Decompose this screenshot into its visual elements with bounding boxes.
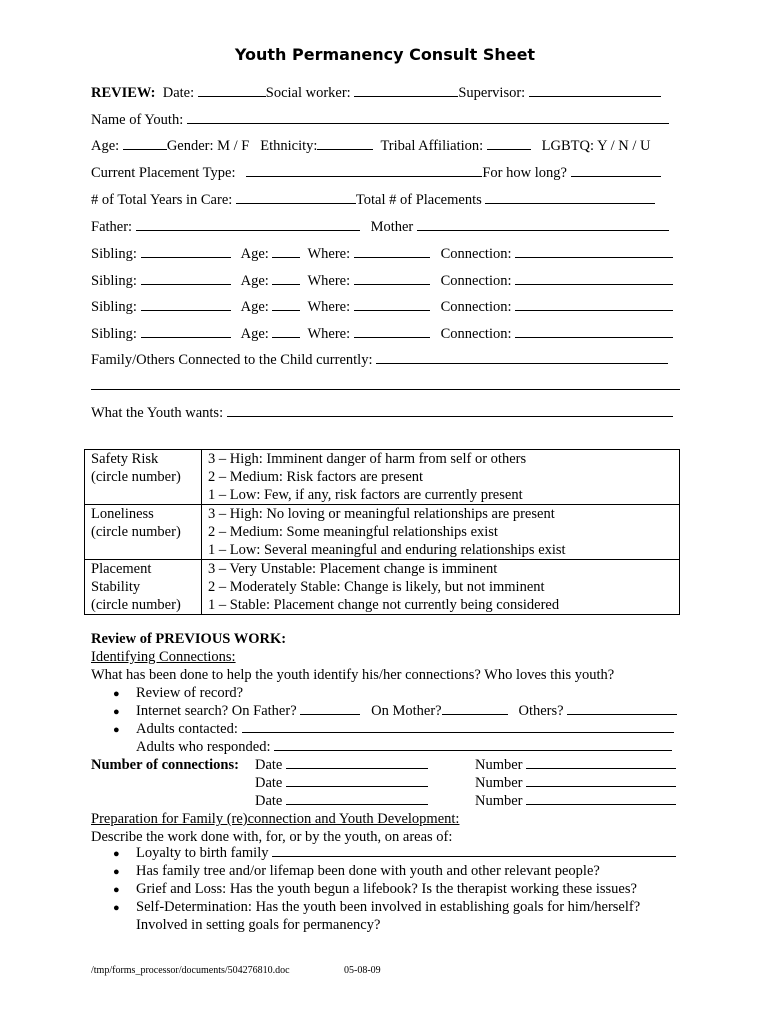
- sibling-age-field[interactable]: [272, 273, 300, 285]
- others-label: Others?: [518, 703, 564, 719]
- bullet-icon: ●: [113, 866, 120, 878]
- connection-date-row: [255, 775, 428, 792]
- connection-date-field[interactable]: [286, 757, 428, 769]
- sibling-label: Sibling:: [91, 273, 137, 289]
- family-connected-continuation: [91, 378, 680, 395]
- risk-level-option[interactable]: 3 – Very Unstable: Placement change is imminent: [208, 561, 498, 577]
- youth-wants-label: What the Youth wants:: [91, 405, 224, 421]
- risk-row-loneliness: [85, 505, 680, 560]
- sibling-name-field[interactable]: [141, 246, 231, 258]
- self-determination-item: Self-Determination: Has the youth been involved in establishing goals for him/herself?: [136, 899, 641, 915]
- tribal-field[interactable]: [487, 138, 531, 150]
- sibling-age-field[interactable]: [272, 299, 300, 311]
- preparation-describe: Describe the work done with, for, or by the youth, on areas of:: [91, 829, 453, 845]
- bullet-icon: ●: [113, 902, 120, 914]
- number-label: Number: [475, 793, 523, 809]
- bullet-icon: ●: [113, 706, 120, 718]
- date-label: Date: [255, 775, 283, 791]
- risk-label-line: Placement: [91, 561, 152, 577]
- on-mother-field[interactable]: [442, 703, 508, 715]
- sibling-age-label: Age:: [240, 246, 269, 262]
- risk-label-cell: [85, 505, 202, 560]
- adults-responded-field[interactable]: [274, 739, 672, 751]
- social-worker-label: Social worker:: [265, 85, 351, 101]
- page-title: Youth Permanency Consult Sheet: [234, 45, 536, 64]
- sibling-row: [91, 246, 673, 263]
- sibling-connection-field[interactable]: [515, 299, 673, 311]
- risk-label-line: (circle number): [91, 597, 181, 613]
- risk-label-line: Loneliness: [91, 506, 154, 522]
- sibling-where-field[interactable]: [354, 273, 430, 285]
- on-mother-label: On Mother?: [371, 703, 442, 719]
- connection-number-field[interactable]: [526, 793, 676, 805]
- number-connections-label: Number of connections:: [91, 757, 239, 773]
- sibling-age-field[interactable]: [272, 326, 300, 338]
- loyalty-field[interactable]: [272, 845, 676, 857]
- sibling-connection-field[interactable]: [515, 246, 673, 258]
- others-field[interactable]: [567, 703, 677, 715]
- sibling-row: [91, 273, 673, 290]
- connection-number-row: [475, 775, 676, 792]
- internet-search-row: [136, 703, 677, 720]
- risk-row-placement-stability: [85, 560, 680, 615]
- how-long-label: For how long?: [482, 165, 567, 181]
- sibling-where-field[interactable]: [354, 246, 430, 258]
- risk-levels-cell: [202, 560, 680, 615]
- review-row: [91, 85, 661, 102]
- family-connected-label: Family/Others Connected to the Child currently:: [91, 352, 373, 368]
- sibling-label: Sibling:: [91, 299, 137, 315]
- family-connected-row: [91, 352, 668, 369]
- supervisor-label: Supervisor:: [458, 85, 526, 101]
- previous-work-heading: Review of PREVIOUS WORK:: [91, 631, 287, 647]
- sibling-age-label: Age:: [240, 273, 269, 289]
- self-determination-item-continued: Involved in setting goals for permanency?: [136, 917, 381, 933]
- internet-search-label: Internet search? On Father?: [136, 703, 297, 719]
- risk-label-line: (circle number): [91, 524, 181, 540]
- adults-contacted-field[interactable]: [242, 721, 674, 733]
- father-field[interactable]: [136, 219, 360, 231]
- review-record-item: Review of record?: [136, 685, 244, 701]
- years-row: [91, 192, 655, 209]
- risk-label-cell: [85, 450, 202, 505]
- date-label: Date: [255, 757, 283, 773]
- ethnicity-label: Ethnicity:: [260, 138, 318, 154]
- risk-label-line: (circle number): [91, 469, 181, 485]
- total-placements-field[interactable]: [485, 192, 655, 204]
- risk-label-line: Safety Risk: [91, 451, 159, 467]
- sibling-where-field[interactable]: [354, 326, 430, 338]
- adults-responded-row: [136, 739, 672, 756]
- father-label: Father:: [91, 219, 133, 235]
- adults-responded-label: Adults who responded:: [136, 739, 271, 755]
- sibling-name-field[interactable]: [141, 273, 231, 285]
- age-field[interactable]: [123, 138, 167, 150]
- youth-wants-row: [91, 405, 673, 422]
- placement-type-field[interactable]: [246, 165, 482, 177]
- identifying-question: What has been done to help the youth identify his/her connections? Who loves this youth?: [91, 667, 615, 683]
- sibling-label: Sibling:: [91, 246, 137, 262]
- name-label: Name of Youth:: [91, 112, 184, 128]
- sibling-where-label: Where:: [307, 273, 351, 289]
- review-label: REVIEW:: [91, 85, 156, 101]
- name-field[interactable]: [187, 112, 669, 124]
- on-father-field[interactable]: [300, 703, 360, 715]
- connection-date-field[interactable]: [286, 775, 428, 787]
- risk-label-cell: [85, 560, 202, 615]
- demographics-row: [91, 138, 651, 155]
- connection-number-field[interactable]: [526, 775, 676, 787]
- ethnicity-field[interactable]: [317, 138, 373, 150]
- family-connected-field-2[interactable]: [91, 378, 680, 390]
- sibling-label: Sibling:: [91, 326, 137, 342]
- loyalty-label: Loyalty to birth family: [136, 845, 269, 861]
- bullet-icon: ●: [113, 848, 120, 860]
- social-worker-field[interactable]: [354, 85, 458, 97]
- placement-row: [91, 165, 661, 182]
- adults-contacted-label: Adults contacted:: [136, 721, 238, 737]
- mother-field[interactable]: [417, 219, 669, 231]
- family-connected-field[interactable]: [376, 352, 668, 364]
- risk-label-line: Stability: [91, 579, 141, 595]
- risk-level-option[interactable]: 1 – Stable: Placement change not currently being considered: [208, 597, 560, 613]
- risk-row-safety: [85, 450, 680, 505]
- sibling-where-field[interactable]: [354, 299, 430, 311]
- risk-level-option[interactable]: 1 – Low: Several meaningful and enduring relationships exist: [208, 542, 566, 558]
- footer-path: /tmp/forms_processor/documents/504276810.doc: [91, 965, 290, 976]
- sibling-connection-label: Connection:: [440, 326, 512, 342]
- risk-level-option[interactable]: 2 – Moderately Stable: Change is likely, but not imminent: [208, 579, 545, 595]
- total-years-label: # of Total Years in Care:: [91, 192, 233, 208]
- footer-date: 05-08-09: [344, 965, 381, 976]
- mother-label: Mother: [370, 219, 414, 235]
- sibling-where-label: Where:: [307, 326, 351, 342]
- sibling-where-label: Where:: [307, 299, 351, 315]
- loyalty-row: [136, 845, 676, 862]
- sibling-where-label: Where:: [307, 246, 351, 262]
- sibling-name-field[interactable]: [141, 299, 231, 311]
- date-label: Date: [255, 793, 283, 809]
- sibling-age-label: Age:: [240, 299, 269, 315]
- sibling-connection-label: Connection:: [440, 273, 512, 289]
- sibling-connection-label: Connection:: [440, 246, 512, 262]
- bullet-icon: ●: [113, 724, 120, 736]
- bullet-icon: ●: [113, 884, 120, 896]
- connection-date-row: [255, 793, 428, 810]
- total-placements-label: Total # of Placements: [355, 192, 482, 208]
- risk-assessment-table: [84, 449, 680, 615]
- sibling-age-label: Age:: [240, 326, 269, 342]
- sibling-age-field[interactable]: [272, 246, 300, 258]
- sibling-row: [91, 326, 673, 343]
- connection-number-row: [475, 757, 676, 774]
- risk-level-option[interactable]: 3 – High: Imminent danger of harm from self or others: [208, 451, 527, 467]
- grief-item: Grief and Loss: Has the youth begun a lifebook? Is the therapist working these issues?: [136, 881, 637, 897]
- preparation-heading: Preparation for Family (re)connection and Youth Development:: [91, 811, 460, 827]
- identifying-heading: Identifying Connections:: [91, 649, 236, 665]
- connection-date-row: [255, 757, 428, 774]
- risk-level-option[interactable]: 3 – High: No loving or meaningful relationships are present: [208, 506, 555, 522]
- tribal-label: Tribal Affiliation:: [380, 138, 484, 154]
- sibling-connection-field[interactable]: [515, 326, 673, 338]
- bullet-icon: ●: [113, 688, 120, 700]
- risk-levels-cell: [202, 450, 680, 505]
- risk-levels-cell: [202, 505, 680, 560]
- risk-level-option[interactable]: 2 – Medium: Risk factors are present: [208, 469, 424, 485]
- sibling-connection-field[interactable]: [515, 273, 673, 285]
- family-tree-item: Has family tree and/or lifemap been done with youth and other relevant people?: [136, 863, 600, 879]
- youth-wants-field[interactable]: [227, 405, 673, 417]
- how-long-field[interactable]: [571, 165, 661, 177]
- parents-row: [91, 219, 669, 236]
- number-label: Number: [475, 757, 523, 773]
- sibling-row: [91, 299, 673, 316]
- sibling-connection-label: Connection:: [440, 299, 512, 315]
- date-label: Date:: [162, 85, 195, 101]
- connection-number-row: [475, 793, 676, 810]
- risk-level-option[interactable]: 2 – Medium: Some meaningful relationships exist: [208, 524, 498, 540]
- supervisor-field[interactable]: [529, 85, 661, 97]
- connection-date-field[interactable]: [286, 793, 428, 805]
- placement-type-label: Current Placement Type:: [91, 165, 236, 181]
- risk-level-option[interactable]: 1 – Low: Few, if any, risk factors are currently present: [208, 487, 523, 503]
- name-row: [91, 112, 669, 129]
- lgbtq-label: LGBTQ: Y / N / U: [541, 138, 651, 154]
- adults-contacted-row: [136, 721, 674, 738]
- number-label: Number: [475, 775, 523, 791]
- total-years-field[interactable]: [236, 192, 356, 204]
- age-label: Age:: [91, 138, 120, 154]
- connection-number-field[interactable]: [526, 757, 676, 769]
- review-date-field[interactable]: [198, 85, 266, 97]
- gender-label: Gender: M / F: [166, 138, 250, 154]
- sibling-name-field[interactable]: [141, 326, 231, 338]
